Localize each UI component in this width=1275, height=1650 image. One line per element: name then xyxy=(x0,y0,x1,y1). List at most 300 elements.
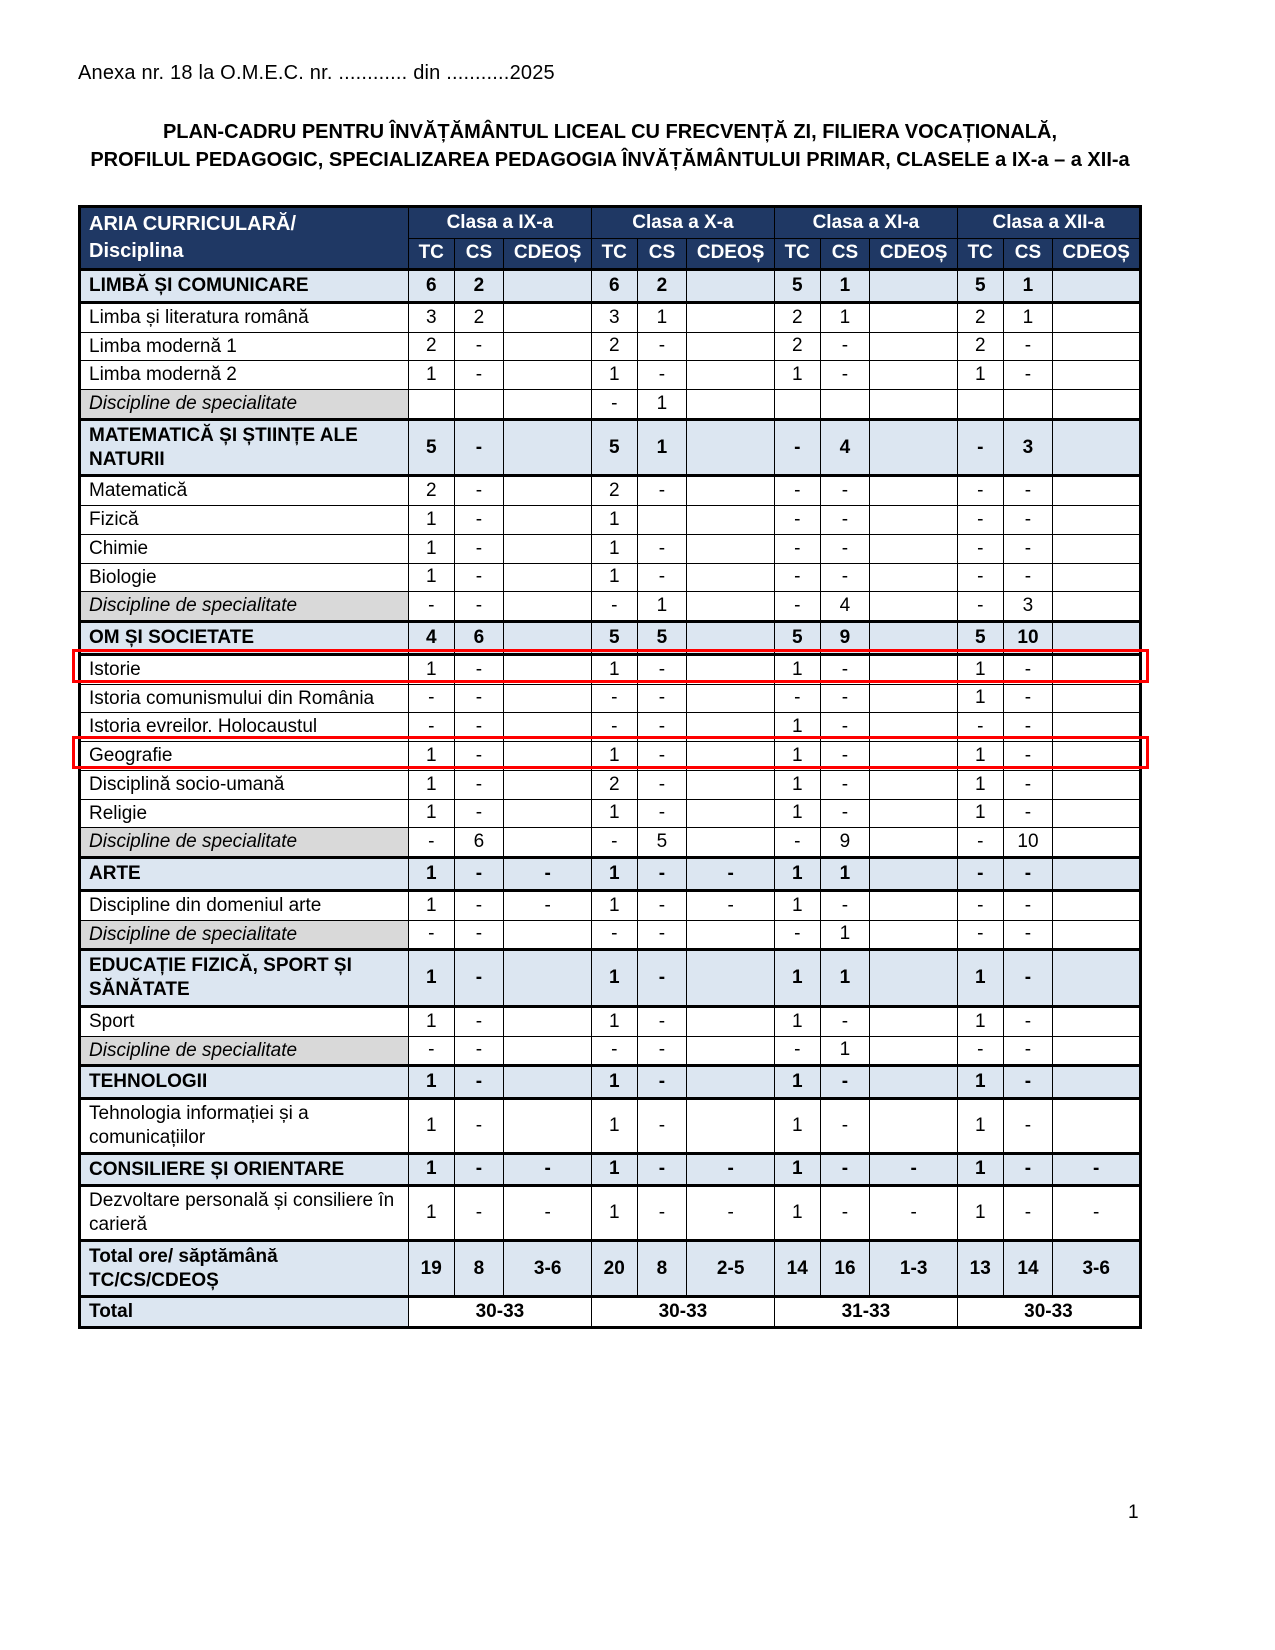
cell-value: - xyxy=(408,828,454,858)
row-label: Total ore/ săptămână TC/CS/CDEOȘ xyxy=(80,1240,409,1297)
cell-value xyxy=(687,506,775,535)
cell-value: - xyxy=(1003,1036,1053,1066)
cell-value: - xyxy=(637,1186,687,1241)
table-row-subject xyxy=(80,534,1141,563)
cell-value: 13 xyxy=(957,1240,1003,1297)
cell-value: 1 xyxy=(408,1153,454,1186)
cell-value: 14 xyxy=(774,1240,820,1297)
cell-value: - xyxy=(820,332,870,361)
cell-value: 1 xyxy=(774,654,820,684)
cell-value: - xyxy=(504,858,592,891)
cell-value xyxy=(687,1099,775,1154)
cell-value: - xyxy=(591,713,637,742)
table-row-subject xyxy=(80,799,1141,828)
cell-value: - xyxy=(820,1006,870,1036)
cell-value xyxy=(1053,1036,1141,1066)
cell-value xyxy=(687,654,775,684)
cell-value: 4 xyxy=(820,592,870,622)
cell-value: 5 xyxy=(408,419,454,476)
row-label: Istoria comunismului din România xyxy=(80,684,409,713)
cell-value: - xyxy=(1003,1006,1053,1036)
cell-value xyxy=(1053,950,1141,1007)
cell-value xyxy=(1053,361,1141,390)
cell-value: 16 xyxy=(820,1240,870,1297)
row-label: Geografie xyxy=(80,742,409,771)
cell-value: 5 xyxy=(637,622,687,655)
cell-value: - xyxy=(504,890,592,920)
cell-value xyxy=(870,858,958,891)
cell-value: - xyxy=(1003,858,1053,891)
cell-value: 2 xyxy=(408,476,454,506)
cell-value: - xyxy=(637,770,687,799)
cell-value xyxy=(870,270,958,303)
cell-value: - xyxy=(637,534,687,563)
cell-value xyxy=(870,476,958,506)
table-row-subject xyxy=(80,563,1141,592)
column-header-cdeos: CDEOȘ xyxy=(504,238,592,270)
cell-value xyxy=(870,1006,958,1036)
cell-value: - xyxy=(1053,1153,1141,1186)
cell-value: - xyxy=(1003,1066,1053,1099)
cell-value xyxy=(870,684,958,713)
cell-value: - xyxy=(454,592,504,622)
cell-value: 1 xyxy=(774,950,820,1007)
cell-value xyxy=(504,1066,592,1099)
cell-value: - xyxy=(454,506,504,535)
cell-value: 1 xyxy=(408,506,454,535)
cell-value: 1 xyxy=(408,742,454,771)
cell-value xyxy=(1053,770,1141,799)
cell-value: - xyxy=(957,920,1003,950)
cell-value: - xyxy=(820,1153,870,1186)
cell-value xyxy=(820,390,870,420)
cell-value: 19 xyxy=(408,1240,454,1297)
cell-value xyxy=(637,506,687,535)
cell-value: - xyxy=(820,684,870,713)
cell-value: 1 xyxy=(408,890,454,920)
column-header-cdeos: CDEOȘ xyxy=(870,238,958,270)
cell-value: - xyxy=(1003,713,1053,742)
cell-value xyxy=(504,770,592,799)
cell-value xyxy=(774,390,820,420)
row-label: ARTE xyxy=(80,858,409,891)
cell-value: - xyxy=(454,890,504,920)
cell-value xyxy=(504,950,592,1007)
cell-value: 3-6 xyxy=(1053,1240,1141,1297)
cell-value: 10 xyxy=(1003,828,1053,858)
cell-value: 1 xyxy=(591,1006,637,1036)
cell-value: - xyxy=(454,684,504,713)
table-header-row-classes xyxy=(80,207,1141,239)
row-label: Discipline din domeniul arte xyxy=(80,890,409,920)
cell-value: - xyxy=(637,1099,687,1154)
cell-value: - xyxy=(454,1153,504,1186)
cell-value: 1 xyxy=(957,684,1003,713)
cell-value: - xyxy=(637,332,687,361)
page-title-line2: PROFILUL PEDAGOGIC, SPECIALIZAREA PEDAGOGIA ÎNVĂȚĂMÂNTULUI PRIMAR, CLASELE a IX-a – a XII-a xyxy=(90,149,1130,171)
row-label: Tehnologia informației și a comunicațiilor xyxy=(80,1099,409,1154)
cell-value: 1 xyxy=(820,858,870,891)
cell-value: 1 xyxy=(774,770,820,799)
cell-value xyxy=(687,684,775,713)
table-row-subject xyxy=(80,713,1141,742)
cell-value xyxy=(687,799,775,828)
cell-value: - xyxy=(957,592,1003,622)
cell-value: 1 xyxy=(408,1006,454,1036)
table-row-specialty xyxy=(80,920,1141,950)
cell-value xyxy=(504,799,592,828)
cell-value: - xyxy=(1053,1186,1141,1241)
annex-line: Anexa nr. 18 la O.M.E.C. nr. ............ din ...........2025 xyxy=(78,62,555,84)
cell-value: 1 xyxy=(591,1153,637,1186)
cell-value: 1 xyxy=(774,1099,820,1154)
cell-value: - xyxy=(637,742,687,771)
cell-value: - xyxy=(637,890,687,920)
cell-value: 1 xyxy=(591,742,637,771)
cell-value xyxy=(504,419,592,476)
cell-value xyxy=(1053,799,1141,828)
cell-value: - xyxy=(637,1006,687,1036)
cell-value: 1 xyxy=(820,920,870,950)
cell-value xyxy=(504,1006,592,1036)
cell-value: 2 xyxy=(957,302,1003,332)
cell-value: 3 xyxy=(1003,592,1053,622)
row-label: Istorie xyxy=(80,654,409,684)
cell-value xyxy=(870,361,958,390)
cell-value: 3 xyxy=(408,302,454,332)
cell-value: - xyxy=(774,684,820,713)
cell-value: 1 xyxy=(408,361,454,390)
cell-value: 3 xyxy=(1003,419,1053,476)
cell-value: - xyxy=(957,1036,1003,1066)
cell-value: 5 xyxy=(591,622,637,655)
cell-value xyxy=(504,684,592,713)
cell-value: 1 xyxy=(591,1099,637,1154)
cell-value: 1 xyxy=(957,799,1003,828)
cell-value xyxy=(870,920,958,950)
row-label: Dezvoltare personală și consiliere în carieră xyxy=(80,1186,409,1241)
column-header-tc: TC xyxy=(957,238,1003,270)
cell-value: - xyxy=(591,390,637,420)
cell-value xyxy=(1053,419,1141,476)
cell-value xyxy=(870,1099,958,1154)
cell-value: 6 xyxy=(591,270,637,303)
cell-value xyxy=(1053,332,1141,361)
cell-value xyxy=(504,506,592,535)
cell-value xyxy=(1053,654,1141,684)
cell-value: 9 xyxy=(820,622,870,655)
cell-value xyxy=(687,534,775,563)
corner-header-line2: Disciplina xyxy=(89,240,184,262)
cell-value: 5 xyxy=(637,828,687,858)
row-label: MATEMATICĂ ȘI ȘTIINȚE ALE NATURII xyxy=(80,419,409,476)
cell-value xyxy=(870,799,958,828)
cell-value: - xyxy=(454,563,504,592)
cell-value: - xyxy=(687,890,775,920)
cell-value: 2 xyxy=(408,332,454,361)
column-header-cdeos: CDEOȘ xyxy=(1053,238,1141,270)
cell-value xyxy=(504,828,592,858)
cell-value: - xyxy=(774,563,820,592)
cell-value: 1 xyxy=(408,858,454,891)
cell-value: 6 xyxy=(408,270,454,303)
cell-value: 1 xyxy=(591,534,637,563)
cell-value: 2 xyxy=(591,770,637,799)
cell-value xyxy=(1053,1099,1141,1154)
cell-value: 1 xyxy=(591,506,637,535)
cell-value: - xyxy=(957,858,1003,891)
row-label: Discipline de specialitate xyxy=(80,920,409,950)
cell-value xyxy=(504,534,592,563)
cell-value: 1 xyxy=(408,770,454,799)
cell-value: - xyxy=(870,1153,958,1186)
table-row-subject xyxy=(80,742,1141,771)
cell-value: - xyxy=(454,1099,504,1154)
cell-value: - xyxy=(637,361,687,390)
cell-value: - xyxy=(1003,654,1053,684)
cell-value: 2 xyxy=(591,476,637,506)
cell-value: 1 xyxy=(774,713,820,742)
cell-value xyxy=(1053,592,1141,622)
page-number: 1 xyxy=(1128,1502,1139,1523)
cell-value: - xyxy=(454,534,504,563)
row-label: CONSILIERE ȘI ORIENTARE xyxy=(80,1153,409,1186)
row-label: Religie xyxy=(80,799,409,828)
cell-value: 8 xyxy=(454,1240,504,1297)
cell-value: 3 xyxy=(591,302,637,332)
cell-value xyxy=(504,332,592,361)
cell-value: - xyxy=(820,654,870,684)
cell-value xyxy=(870,1066,958,1099)
cell-value: - xyxy=(774,534,820,563)
cell-value: - xyxy=(1003,742,1053,771)
cell-value: 1 xyxy=(591,563,637,592)
cell-value xyxy=(1053,828,1141,858)
cell-value xyxy=(1053,270,1141,303)
cell-value xyxy=(870,890,958,920)
row-label: Discipline de specialitate xyxy=(80,828,409,858)
cell-value xyxy=(1053,684,1141,713)
cell-value: 1 xyxy=(957,654,1003,684)
cell-value xyxy=(870,622,958,655)
cell-value: 1 xyxy=(408,563,454,592)
column-header-cdeos: CDEOȘ xyxy=(687,238,775,270)
cell-value: 5 xyxy=(774,622,820,655)
cell-value: - xyxy=(591,920,637,950)
cell-value xyxy=(1053,390,1141,420)
cell-value: - xyxy=(1003,890,1053,920)
cell-value: - xyxy=(504,1153,592,1186)
row-label: LIMBĂ ȘI COMUNICARE xyxy=(80,270,409,303)
cell-value: 4 xyxy=(408,622,454,655)
table-row-subject xyxy=(80,890,1141,920)
table-row-total xyxy=(80,1240,1141,1297)
row-label: Discipline de specialitate xyxy=(80,1036,409,1066)
cell-value xyxy=(870,506,958,535)
cell-value xyxy=(1053,302,1141,332)
cell-value xyxy=(687,332,775,361)
cell-value: 30-33 xyxy=(408,1297,591,1328)
cell-value xyxy=(504,654,592,684)
cell-value xyxy=(1053,563,1141,592)
cell-value: 1 xyxy=(637,592,687,622)
cell-value xyxy=(870,534,958,563)
cell-value: 10 xyxy=(1003,622,1053,655)
cell-value xyxy=(687,920,775,950)
cell-value: 1 xyxy=(637,390,687,420)
cell-value: - xyxy=(408,1036,454,1066)
corner-header-line1: ARIA CURRICULARĂ/ xyxy=(89,213,297,235)
cell-value: 3-6 xyxy=(504,1240,592,1297)
cell-value xyxy=(687,390,775,420)
cell-value: - xyxy=(820,890,870,920)
cell-value: 1 xyxy=(774,742,820,771)
cell-value: 1 xyxy=(591,799,637,828)
cell-value: 1 xyxy=(637,419,687,476)
cell-value: - xyxy=(957,419,1003,476)
cell-value: - xyxy=(454,950,504,1007)
cell-value: - xyxy=(957,713,1003,742)
cell-value: - xyxy=(637,654,687,684)
cell-value: - xyxy=(820,742,870,771)
cell-value: - xyxy=(408,684,454,713)
cell-value xyxy=(1053,890,1141,920)
cell-value: 2 xyxy=(774,332,820,361)
cell-value xyxy=(870,1036,958,1066)
cell-value: - xyxy=(454,713,504,742)
cell-value xyxy=(870,419,958,476)
cell-value xyxy=(870,713,958,742)
cell-value: 1 xyxy=(591,1066,637,1099)
cell-value: 1 xyxy=(957,1186,1003,1241)
cell-value: 1 xyxy=(820,1036,870,1066)
cell-value: - xyxy=(820,506,870,535)
cell-value xyxy=(1053,1066,1141,1099)
row-label: Disciplină socio-umană xyxy=(80,770,409,799)
cell-value xyxy=(687,713,775,742)
cell-value: - xyxy=(774,419,820,476)
cell-value xyxy=(870,654,958,684)
cell-value: 30-33 xyxy=(957,1297,1140,1328)
cell-value: 1 xyxy=(957,1153,1003,1186)
table-row-subject xyxy=(80,506,1141,535)
cell-value xyxy=(687,419,775,476)
cell-value: 8 xyxy=(637,1240,687,1297)
cell-value: - xyxy=(774,1036,820,1066)
cell-value xyxy=(454,390,504,420)
cell-value xyxy=(504,592,592,622)
cell-value: 1 xyxy=(774,890,820,920)
cell-value xyxy=(1003,390,1053,420)
cell-value: - xyxy=(591,828,637,858)
row-label: Total xyxy=(80,1297,409,1328)
cell-value xyxy=(504,270,592,303)
cell-value xyxy=(870,742,958,771)
cell-value: 1 xyxy=(591,361,637,390)
cell-value: - xyxy=(820,1066,870,1099)
cell-value: - xyxy=(957,563,1003,592)
cell-value: 1 xyxy=(408,534,454,563)
cell-value: 1 xyxy=(408,1099,454,1154)
cell-value: - xyxy=(454,1036,504,1066)
table-row-subject xyxy=(80,302,1141,332)
cell-value: 1 xyxy=(1003,270,1053,303)
cell-value: 6 xyxy=(454,828,504,858)
cell-value: - xyxy=(687,1153,775,1186)
cell-value: 1 xyxy=(408,799,454,828)
cell-value: 1 xyxy=(591,858,637,891)
column-header-cs: CS xyxy=(637,238,687,270)
cell-value: 1-3 xyxy=(870,1240,958,1297)
cell-value: - xyxy=(454,799,504,828)
cell-value: 30-33 xyxy=(591,1297,774,1328)
cell-value: - xyxy=(454,770,504,799)
row-label: Istoria evreilor. Holocaustul xyxy=(80,713,409,742)
cell-value xyxy=(687,270,775,303)
cell-value xyxy=(504,742,592,771)
table-row-subject xyxy=(80,770,1141,799)
cell-value: - xyxy=(504,1186,592,1241)
cell-value: - xyxy=(637,1153,687,1186)
cell-value: - xyxy=(870,1186,958,1241)
cell-value: 1 xyxy=(957,1099,1003,1154)
cell-value: 14 xyxy=(1003,1240,1053,1297)
cell-value: - xyxy=(454,742,504,771)
cell-value: - xyxy=(1003,563,1053,592)
cell-value: 1 xyxy=(774,361,820,390)
cell-value: - xyxy=(957,828,1003,858)
cell-value: 2-5 xyxy=(687,1240,775,1297)
cell-value: - xyxy=(637,563,687,592)
cell-value: - xyxy=(774,476,820,506)
cell-value: - xyxy=(637,950,687,1007)
table-row-subject xyxy=(80,332,1141,361)
table-row-subject xyxy=(80,361,1141,390)
cell-value xyxy=(1053,476,1141,506)
cell-value xyxy=(408,390,454,420)
cell-value: - xyxy=(637,858,687,891)
cell-value: - xyxy=(454,361,504,390)
cell-value: 31-33 xyxy=(774,1297,957,1328)
cell-value: - xyxy=(1003,361,1053,390)
cell-value: 1 xyxy=(957,742,1003,771)
cell-value: - xyxy=(1003,534,1053,563)
cell-value xyxy=(1053,1006,1141,1036)
cell-value xyxy=(1053,742,1141,771)
cell-value: - xyxy=(1003,950,1053,1007)
column-header-class-ix: Clasa a IX-a xyxy=(408,207,591,239)
cell-value xyxy=(870,770,958,799)
curriculum-table xyxy=(78,205,1142,1329)
cell-value xyxy=(687,950,775,1007)
cell-value: - xyxy=(820,1186,870,1241)
cell-value: - xyxy=(1003,1153,1053,1186)
table-row-specialty xyxy=(80,1036,1141,1066)
cell-value: - xyxy=(637,920,687,950)
cell-value xyxy=(870,828,958,858)
cell-value: 1 xyxy=(774,1006,820,1036)
cell-value xyxy=(687,622,775,655)
table-row-subject xyxy=(80,684,1141,713)
cell-value: - xyxy=(820,563,870,592)
cell-value: 5 xyxy=(957,270,1003,303)
page-title-line1: PLAN-CADRU PENTRU ÎNVĂȚĂMÂNTUL LICEAL CU FRECVENȚĂ ZI, FILIERA VOCAȚIONALĂ, xyxy=(162,121,1058,143)
cell-value: - xyxy=(408,592,454,622)
cell-value: 2 xyxy=(957,332,1003,361)
row-label: Limba modernă 2 xyxy=(80,361,409,390)
cell-value: - xyxy=(408,920,454,950)
cell-value xyxy=(687,563,775,592)
